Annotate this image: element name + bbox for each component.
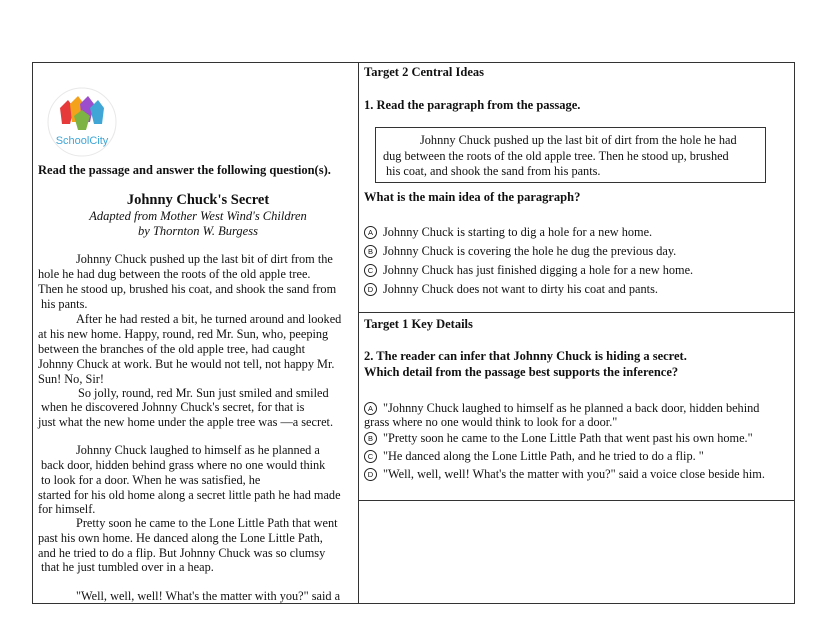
passage-line: After he had rested a bit, he turned around and looked <box>76 312 342 326</box>
passage-line: Johnny Chuck laughed to himself as he planned a <box>76 443 320 457</box>
passage-line: that he just tumbled over in a heap. <box>41 560 214 574</box>
schoolcity-logo <box>46 86 118 158</box>
passage-line: between the branches of the old apple tree, had caught <box>38 342 306 356</box>
passage-line: "Well, well, well! What's the matter with you?" said a <box>76 589 341 603</box>
option-bubble[interactable]: C <box>364 450 377 463</box>
logo-text: SchoolCity <box>55 135 109 147</box>
column-divider <box>358 62 359 604</box>
passage-line: Sun! No, Sir! <box>38 372 104 386</box>
q1-question: What is the main idea of the paragraph? <box>364 190 581 204</box>
option-bubble[interactable]: B <box>364 245 377 258</box>
q1-excerpt-line: Johnny Chuck pushed up the last bit of dirt from the hole he had <box>420 133 737 147</box>
q1-prompt: 1. Read the paragraph from the passage. <box>364 98 581 112</box>
option-bubble[interactable]: D <box>364 468 377 481</box>
q1-option-d[interactable] <box>364 282 658 297</box>
q2-prompt-line1: 2. The reader can infer that Johnny Chuck is hiding a secret. <box>364 349 687 363</box>
q1-option-c[interactable] <box>364 263 693 278</box>
passage-line: So jolly, round, red Mr. Sun just smiled and smiled <box>78 386 329 400</box>
option-text: Johnny Chuck is starting to dig a hole for a new home. <box>383 225 653 239</box>
q2-option-c[interactable] <box>364 449 704 464</box>
option-bubble[interactable]: A <box>364 402 377 415</box>
passage-line: back door, hidden behind grass where no one would think <box>41 458 326 472</box>
option-text: "He danced along the Lone Little Path, and he tried to do a flip. " <box>383 449 704 463</box>
option-bubble[interactable]: B <box>364 432 377 445</box>
q2-option-a[interactable] <box>364 401 759 416</box>
question-divider <box>358 312 795 313</box>
passage-line: Pretty soon he came to the Lone Little Path that went <box>76 516 338 530</box>
passage-adapted: Adapted from Mother West Wind's Children <box>89 209 307 223</box>
q1-option-a[interactable] <box>364 225 652 240</box>
passage-line: past his own home. He danced along the Lone Little Path, <box>38 531 323 545</box>
q2-section-title: Target 1 Key Details <box>364 317 473 331</box>
passage-author: by Thornton W. Burgess <box>138 224 258 238</box>
q1-excerpt-line: dug between the roots of the old apple tree. Then he stood up, brushed <box>383 149 729 163</box>
passage-line: started for his old home along a secret little path he had made <box>38 488 341 502</box>
q2-option-b[interactable] <box>364 431 753 446</box>
q1-excerpt-line: his coat, and shook the sand from his pants. <box>386 164 601 178</box>
q1-section-title: Target 2 Central Ideas <box>364 65 485 79</box>
option-bubble[interactable]: A <box>364 226 377 239</box>
option-text: Johnny Chuck is covering the hole he dug the previous day. <box>383 244 677 258</box>
passage-line: when he discovered Johnny Chuck's secret, for that is <box>41 400 305 414</box>
passage-line: Johnny Chuck at work. But he would not tell, not happy Mr. <box>38 357 335 371</box>
passage-line: just what the new home under the apple tree was —a secret. <box>38 415 334 429</box>
passage-line: and he tried to do a flip. But Johnny Chuck was so clumsy <box>38 546 326 560</box>
option-text: Johnny Chuck does not want to dirty his coat and pants. <box>383 282 658 296</box>
instructions: Read the passage and answer the following question(s). <box>38 163 331 177</box>
option-text: "Well, well, well! What's the matter with you?" said a voice close beside him. <box>383 467 765 481</box>
q2-prompt-line2: Which detail from the passage best supports the inference? <box>364 365 679 379</box>
option-text: Johnny Chuck has just finished digging a hole for a new home. <box>383 263 694 277</box>
q2-option-d[interactable] <box>364 467 765 482</box>
option-text: "Pretty soon he came to the Lone Little Path that went past his own home." <box>383 431 753 445</box>
q2-option-a-continuation: grass where no one would think to look for a door." <box>364 415 618 429</box>
q1-option-b[interactable] <box>364 244 676 259</box>
option-bubble[interactable]: C <box>364 264 377 277</box>
passage-line: Then he stood up, brushed his coat, and shook the sand from <box>38 282 337 296</box>
passage-line: for himself. <box>38 502 96 516</box>
passage-line: Johnny Chuck pushed up the last bit of dirt from the <box>76 252 333 266</box>
passage-line: hole he had dug between the roots of the old apple tree. <box>38 267 311 281</box>
passage-title: Johnny Chuck's Secret <box>126 192 270 208</box>
passage-line: to look for a door. When he was satisfied, he <box>41 473 261 487</box>
passage-line: at his new home. Happy, round, red Mr. Sun, who, peeping <box>38 327 329 341</box>
option-text: "Johnny Chuck laughed to himself as he planned a back door, hidden behind <box>383 401 760 415</box>
option-bubble[interactable]: D <box>364 283 377 296</box>
passage-line: his pants. <box>41 297 88 311</box>
question-divider-bottom <box>358 500 795 501</box>
